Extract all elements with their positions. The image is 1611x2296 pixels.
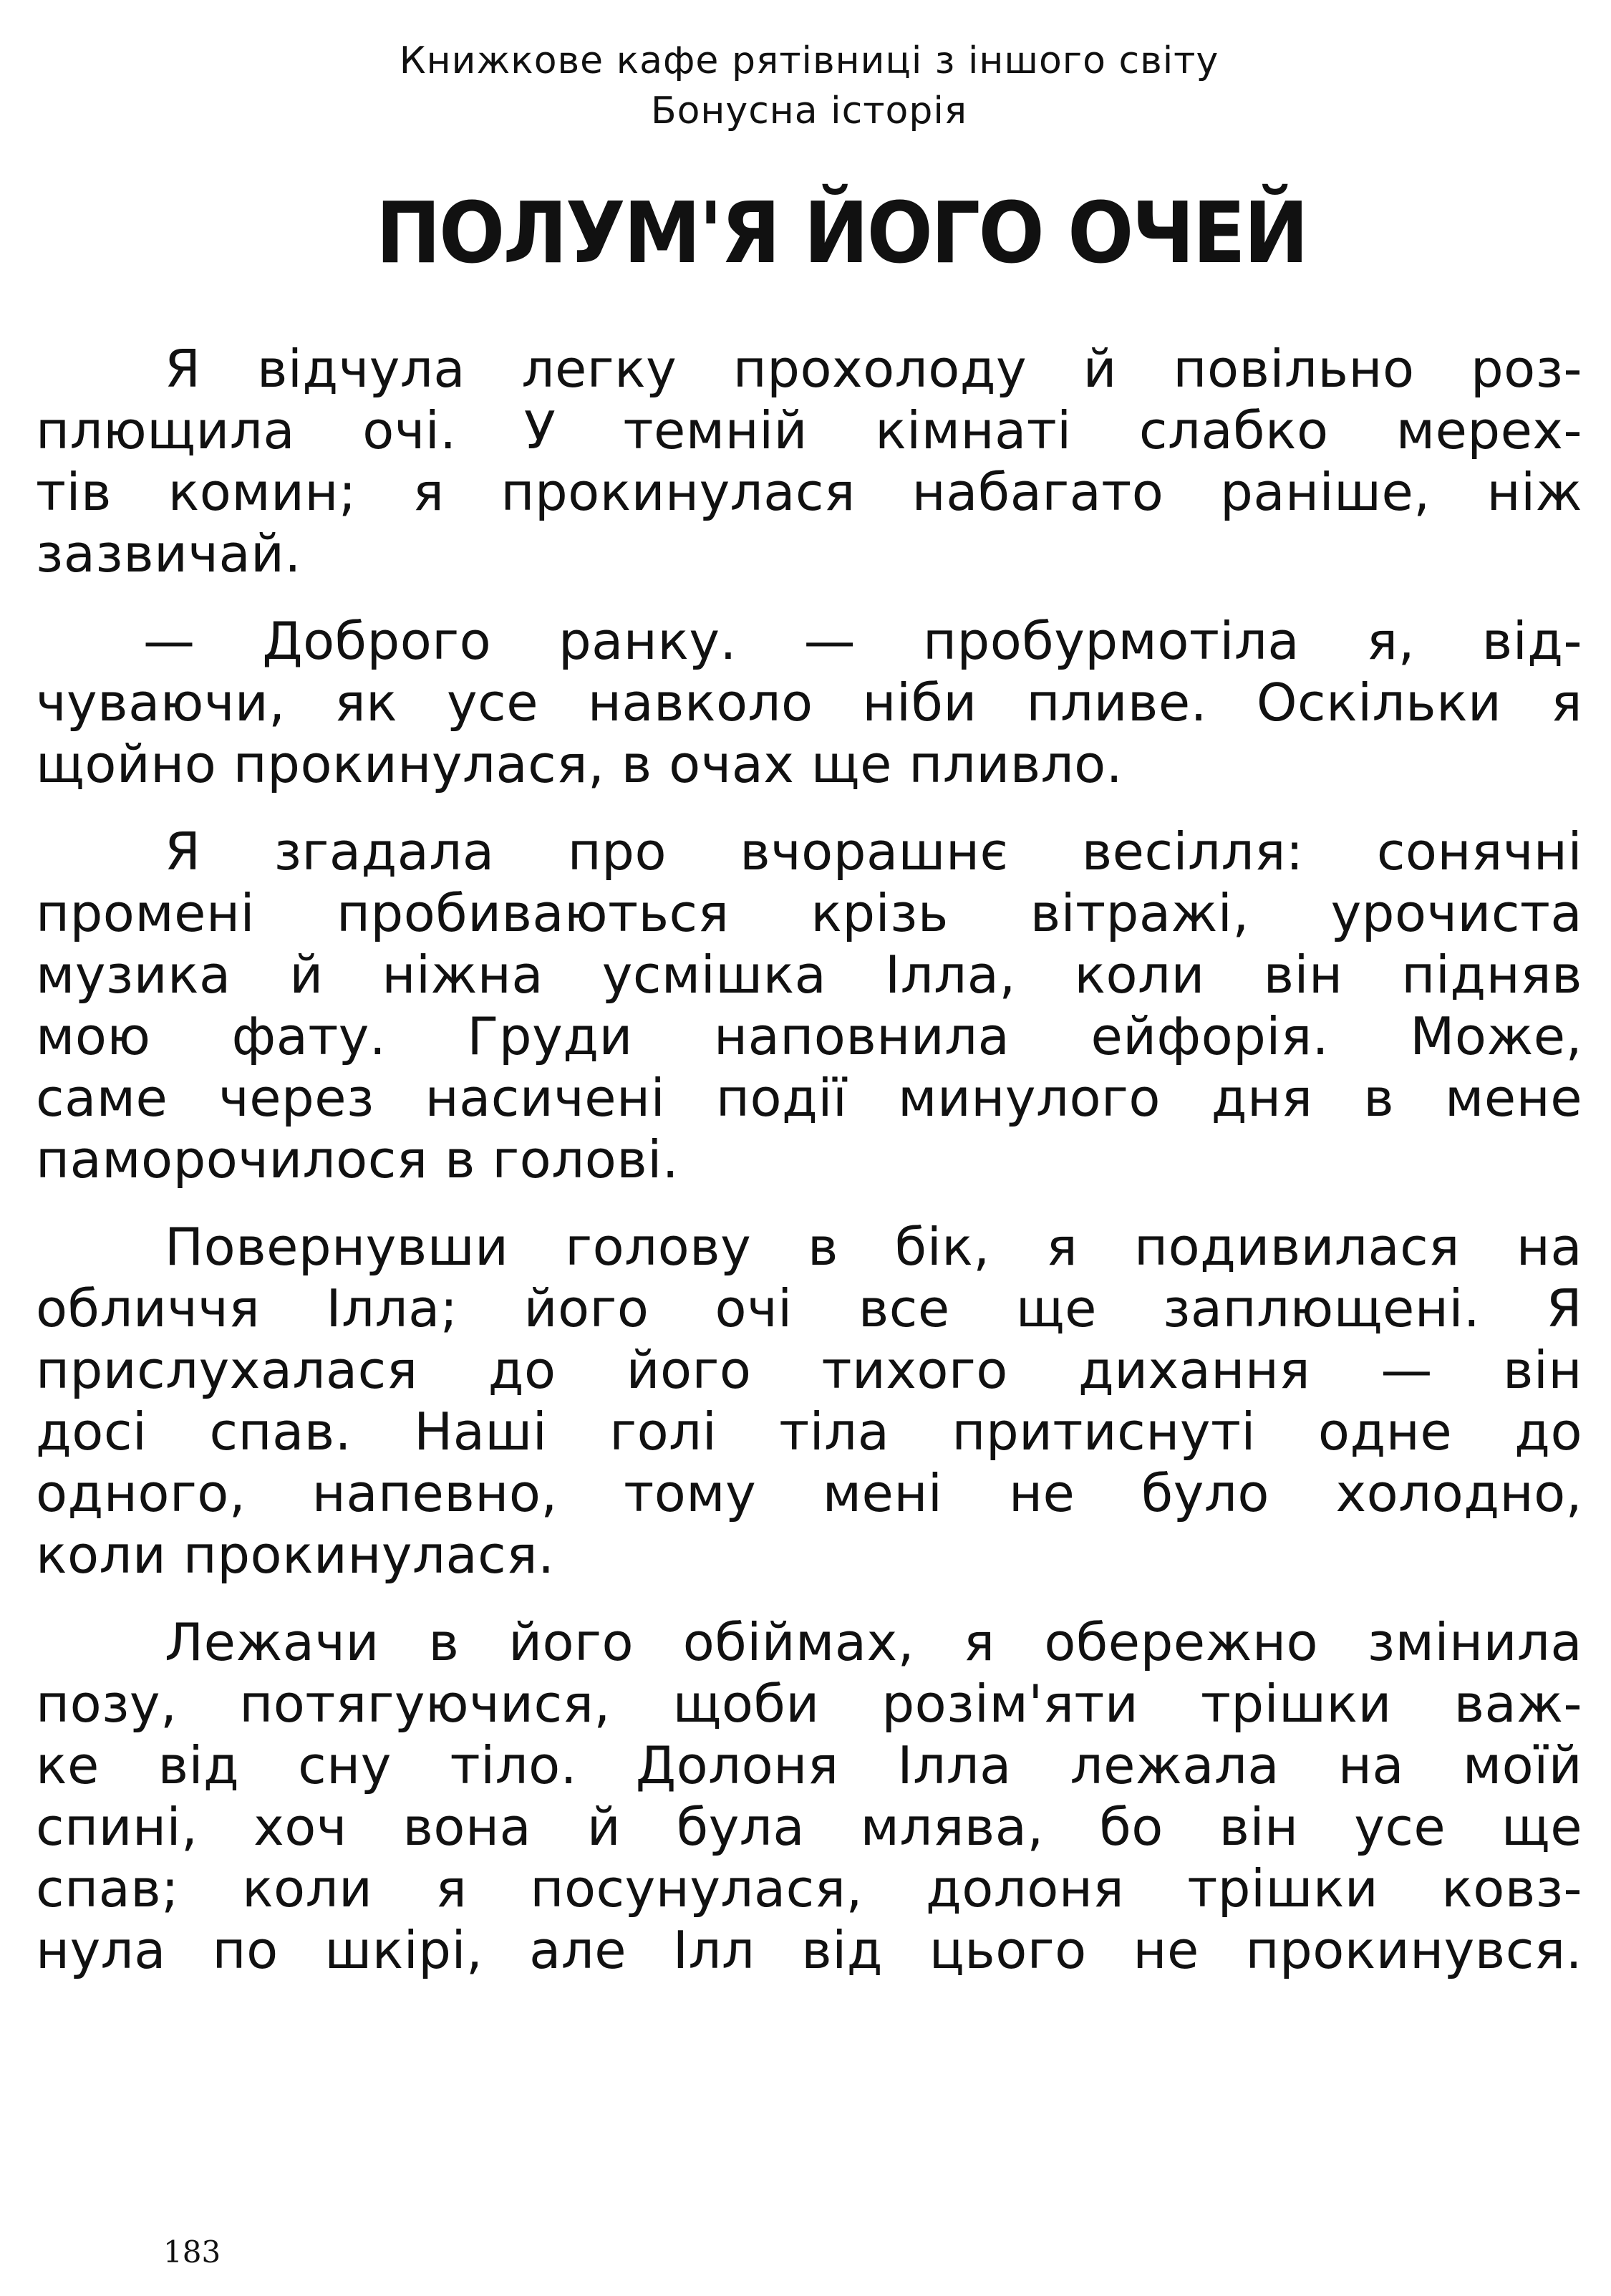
text-line: досі спав. Наші голі тіла притиснуті одне до bbox=[36, 1402, 1582, 1462]
paragraph-1 bbox=[36, 338, 1582, 584]
text-line: паморочилося в голові. bbox=[36, 1129, 679, 1190]
text-line: зазвичай. bbox=[36, 524, 301, 584]
paragraph-5 bbox=[36, 1611, 1582, 1981]
text-line: саме через насичені події минулого дня в мене bbox=[36, 1068, 1582, 1128]
text-line: чуваючи, як усе навколо ніби пливе. Оскільки я bbox=[36, 672, 1582, 733]
text-line: Я згадала про вчорашнє весілля: сонячні bbox=[165, 821, 1582, 882]
paragraph-4 bbox=[36, 1216, 1582, 1586]
text-line: коли прокинулася. bbox=[36, 1525, 555, 1585]
text-line: Я відчула легку прохолоду й повільно роз- bbox=[165, 339, 1582, 399]
text-line: плющила очі. У темній кімнаті слабко мерех- bbox=[36, 400, 1582, 460]
body-text bbox=[36, 338, 1582, 2007]
text-line: тів комин; я прокинулася набагато раніше, ніж bbox=[36, 462, 1582, 522]
text-line: спині, хоч вона й була млява, бо він усе ще bbox=[36, 1797, 1582, 1857]
text-line: одного, напевно, тому мені не було холодно, bbox=[36, 1463, 1582, 1523]
text-line: музика й ніжна усмішка Ілла, коли він підняв bbox=[36, 945, 1582, 1005]
text-line: прислухалася до його тихого дихання — він bbox=[36, 1340, 1582, 1400]
running-header-section: Бонусна історія bbox=[650, 90, 968, 132]
text-line: спав; коли я посунулася, долоня трішки ковз- bbox=[36, 1858, 1582, 1919]
text-line: промені пробиваються крізь вітражі, урочиста bbox=[36, 883, 1582, 943]
text-line: Лежачи в його обіймах, я обережно змінила bbox=[165, 1612, 1582, 1672]
text-line: щойно прокинулася, в очах ще пливло. bbox=[36, 734, 1123, 794]
text-line: мою фату. Груди наповнила ейфорія. Може, bbox=[36, 1006, 1582, 1066]
paragraph-3 bbox=[36, 821, 1582, 1190]
paragraph-2 bbox=[36, 610, 1582, 795]
page-number: 183 bbox=[163, 2234, 221, 2270]
text-line: нула по шкірі, але Ілл від цього не прокинувся. bbox=[36, 1920, 1582, 1980]
text-line: позу, потягуючися, щоби розім'яти трішки важ- bbox=[36, 1674, 1582, 1734]
text-line: Повернувши голову в бік, я подивилася на bbox=[165, 1217, 1582, 1277]
text-line: — Доброго ранку. — пробурмотіла я, від- bbox=[143, 611, 1582, 671]
running-header-book-title: Книжкове кафе рятівниці з іншого світу bbox=[399, 39, 1219, 82]
text-line: обличчя Ілла; його очі все ще заплющені. Я bbox=[36, 1278, 1582, 1338]
text-line: ке від сну тіло. Долоня Ілла лежала на моїй bbox=[36, 1735, 1582, 1795]
chapter-title: ПОЛУМ'Я ЙОГО ОЧЕЙ bbox=[375, 183, 1307, 282]
